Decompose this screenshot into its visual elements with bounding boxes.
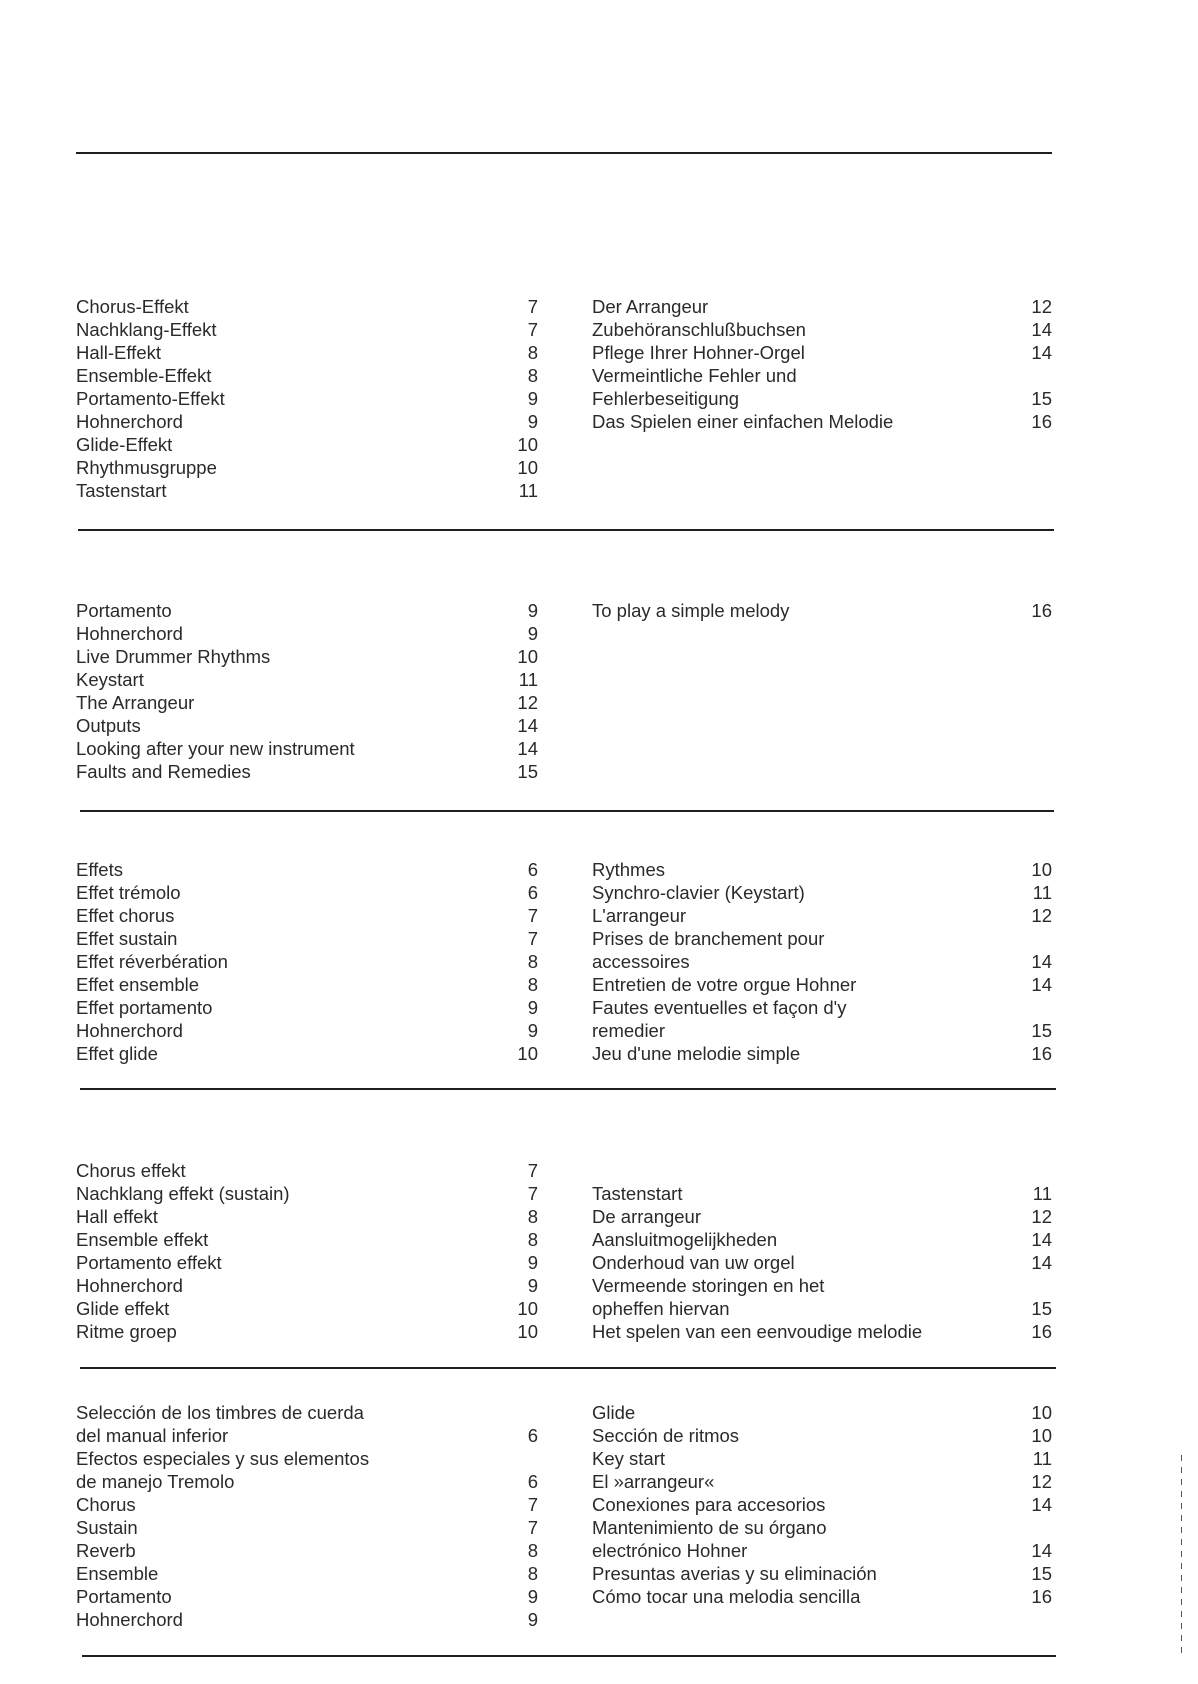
entry-title: Entretien de votre orgue Hohner [592, 974, 857, 995]
toc-entry [76, 714, 536, 737]
entry-page: 9 [527, 411, 538, 432]
toc-entry [76, 1493, 536, 1516]
toc-entry [76, 1228, 536, 1251]
entry-page: 14 [1031, 974, 1052, 995]
toc-entry [76, 973, 536, 996]
toc-entry [76, 996, 536, 1019]
entry-title: opheffen hiervan [592, 1298, 730, 1319]
entry-page: 15 [1031, 1563, 1052, 1584]
toc-entry [76, 1424, 536, 1447]
entry-title: Onderhoud van uw orgel [592, 1252, 795, 1273]
entry-title: Sección de ritmos [592, 1425, 740, 1446]
entry-page: 7 [527, 1517, 538, 1538]
toc-entry [76, 1539, 536, 1562]
entry-title: Aansluitmogelijkheden [592, 1229, 778, 1250]
entry-title: Nachklang-Effekt [76, 319, 217, 340]
entry-title: Reverb [76, 1540, 136, 1561]
toc-column-right [592, 599, 1052, 622]
entry-page: 9 [527, 1020, 538, 1041]
entry-page: 11 [1032, 1183, 1052, 1204]
divider-rule-3 [80, 1088, 1056, 1090]
entry-title: Portamento [76, 1586, 172, 1607]
entry-page: 14 [1031, 1252, 1052, 1273]
toc-entry [592, 1274, 1052, 1297]
toc-entry [76, 645, 536, 668]
entry-page: 8 [527, 1206, 538, 1227]
toc-entry [76, 479, 536, 502]
toc-entry [592, 1019, 1052, 1042]
toc-column-left [76, 295, 536, 502]
entry-title: Pflege Ihrer Hohner-Orgel [592, 342, 805, 363]
entry-title: Selección de los timbres de cuerda [76, 1402, 364, 1423]
entry-page: 11 [1032, 1448, 1052, 1469]
toc-entry [592, 1424, 1052, 1447]
toc-column-right [592, 858, 1052, 1065]
entry-title: Hohnerchord [76, 1275, 183, 1296]
toc-entry [592, 599, 1052, 622]
entry-page: 10 [517, 457, 538, 478]
toc-entry [592, 904, 1052, 927]
entry-title: To play a simple melody [592, 600, 790, 621]
entry-page: 6 [527, 1425, 538, 1446]
entry-title: Rhythmusgruppe [76, 457, 217, 478]
entry-title: Hohnerchord [76, 623, 183, 644]
toc-entry [76, 1019, 536, 1042]
toc-entry [76, 1159, 536, 1182]
toc-entry [76, 622, 536, 645]
toc-entry [76, 668, 536, 691]
entry-page: 9 [527, 1609, 538, 1630]
toc-entry [592, 410, 1052, 433]
entry-title: accessoires [592, 951, 690, 972]
entry-title: Hall effekt [76, 1206, 158, 1227]
entry-page: 9 [527, 600, 538, 621]
toc-entry [76, 295, 536, 318]
entry-page: 11 [518, 669, 538, 690]
entry-page: 7 [527, 319, 538, 340]
entry-page: 14 [1031, 951, 1052, 972]
entry-title: Hohnerchord [76, 1020, 183, 1041]
toc-entry [76, 881, 536, 904]
entry-page: 7 [527, 1494, 538, 1515]
entry-title: Chorus effekt [76, 1160, 186, 1181]
toc-entry [592, 1493, 1052, 1516]
toc-entry [76, 858, 536, 881]
divider-rule-2 [80, 810, 1054, 812]
toc-entry [76, 387, 536, 410]
entry-page: 12 [517, 692, 538, 713]
toc-entry [592, 1320, 1052, 1343]
entry-title: Vermeintliche Fehler und [592, 365, 797, 386]
entry-page: 16 [1031, 1586, 1052, 1607]
toc-entry [76, 1251, 536, 1274]
entry-title: Tastenstart [592, 1183, 683, 1204]
toc-entry [76, 737, 536, 760]
toc-entry [592, 996, 1052, 1019]
entry-title: remedier [592, 1020, 665, 1041]
toc-entry [592, 1470, 1052, 1493]
entry-page: 9 [527, 623, 538, 644]
entry-title: Nachklang effekt (sustain) [76, 1183, 290, 1204]
entry-page: 16 [1031, 600, 1052, 621]
entry-page: 14 [517, 738, 538, 759]
entry-title: Hohnerchord [76, 1609, 183, 1630]
toc-entry [76, 1608, 536, 1631]
entry-title: del manual inferior [76, 1425, 229, 1446]
entry-title: Chorus [76, 1494, 136, 1515]
entry-title: Outputs [76, 715, 141, 736]
entry-page: 7 [527, 1160, 538, 1181]
entry-title: Ensemble-Effekt [76, 365, 212, 386]
toc-entry [76, 1042, 536, 1065]
entry-title: Efectos especiales y sus elementos [76, 1448, 370, 1469]
entry-page: 16 [1031, 411, 1052, 432]
entry-title: Live Drummer Rhythms [76, 646, 271, 667]
toc-entry [592, 295, 1052, 318]
toc-entry [76, 1447, 536, 1470]
toc-entry [76, 318, 536, 341]
divider-rule-1 [78, 529, 1054, 531]
entry-page: 11 [518, 480, 538, 501]
entry-title: Faults and Remedies [76, 761, 251, 782]
entry-title: Zubehöranschlußbuchsen [592, 319, 806, 340]
toc-entry [76, 456, 536, 479]
toc-entry [76, 1182, 536, 1205]
entry-page: 8 [527, 1229, 538, 1250]
entry-title: Der Arrangeur [592, 296, 709, 317]
entry-title: Tastenstart [76, 480, 167, 501]
entry-title: Das Spielen einer einfachen Melodie [592, 411, 894, 432]
entry-page: 11 [1032, 882, 1052, 903]
toc-entry [592, 1539, 1052, 1562]
page-edge-mark [1181, 1455, 1182, 1655]
entry-page: 7 [527, 296, 538, 317]
entry-title: Het spelen van een eenvoudige melodie [592, 1321, 923, 1342]
entry-page: 9 [527, 388, 538, 409]
divider-rule-4 [80, 1367, 1056, 1369]
entry-page: 14 [517, 715, 538, 736]
entry-title: Effet réverbération [76, 951, 228, 972]
entry-title: Hohnerchord [76, 411, 183, 432]
toc-entry [76, 1274, 536, 1297]
entry-title: Glide [592, 1402, 636, 1423]
entry-title: Glide-Effekt [76, 434, 173, 455]
entry-page: 15 [1031, 1298, 1052, 1319]
entry-page: 14 [1031, 319, 1052, 340]
entry-page: 14 [1031, 342, 1052, 363]
toc-column-left [76, 1401, 536, 1631]
entry-title: electrónico Hohner [592, 1540, 748, 1561]
entry-title: Ritme groep [76, 1321, 177, 1342]
entry-title: L'arrangeur [592, 905, 687, 926]
entry-title: de manejo Tremolo [76, 1471, 235, 1492]
entry-page: 9 [527, 1586, 538, 1607]
toc-entry [76, 1320, 536, 1343]
entry-page: 7 [527, 1183, 538, 1204]
entry-page: 15 [517, 761, 538, 782]
toc-column-right [592, 1401, 1052, 1608]
toc-entry [592, 1251, 1052, 1274]
entry-page: 10 [1031, 1402, 1052, 1423]
entry-title: Looking after your new instrument [76, 738, 355, 759]
entry-page: 8 [527, 342, 538, 363]
toc-column-left [76, 1159, 536, 1343]
toc-entry [76, 599, 536, 622]
entry-page: 10 [517, 646, 538, 667]
entry-page: 8 [527, 1540, 538, 1561]
toc-entry [76, 364, 536, 387]
entry-title: Effet chorus [76, 905, 175, 926]
entry-page: 14 [1031, 1229, 1052, 1250]
entry-page: 10 [517, 1298, 538, 1319]
entry-title: Ensemble effekt [76, 1229, 209, 1250]
entry-title: The Arrangeur [76, 692, 195, 713]
entry-title: Sustain [76, 1517, 138, 1538]
entry-title: Portamento effekt [76, 1252, 222, 1273]
toc-entry [76, 691, 536, 714]
toc-entry [76, 927, 536, 950]
entry-page: 15 [1031, 388, 1052, 409]
toc-entry [592, 387, 1052, 410]
entry-page: 10 [517, 1321, 538, 1342]
top-rule [76, 152, 1052, 154]
entry-title: Ensemble [76, 1563, 159, 1584]
entry-page: 12 [1031, 1206, 1052, 1227]
entry-title: Hall-Effekt [76, 342, 161, 363]
entry-page: 14 [1031, 1494, 1052, 1515]
entry-page: 10 [517, 434, 538, 455]
entry-title: Effet glide [76, 1043, 158, 1064]
entry-page: 10 [517, 1043, 538, 1064]
toc-entry [592, 973, 1052, 996]
entry-title: Effet ensemble [76, 974, 200, 995]
toc-entry [592, 1205, 1052, 1228]
toc-column-right [592, 1182, 1052, 1343]
toc-entry [76, 1401, 536, 1424]
entry-title: Prises de branchement pour [592, 928, 825, 949]
entry-title: Fehlerbeseitigung [592, 388, 740, 409]
entry-title: De arrangeur [592, 1206, 702, 1227]
entry-title: El »arrangeur« [592, 1471, 715, 1492]
entry-title: Effet portamento [76, 997, 213, 1018]
toc-entry [592, 858, 1052, 881]
toc-entry [592, 1297, 1052, 1320]
toc-entry [76, 1516, 536, 1539]
toc-entry [592, 1447, 1052, 1470]
entry-title: Rythmes [592, 859, 665, 880]
entry-page: 6 [527, 1471, 538, 1492]
toc-entry [76, 341, 536, 364]
toc-entry [76, 950, 536, 973]
entry-title: Keystart [76, 669, 144, 690]
entry-title: Effets [76, 859, 123, 880]
toc-entry [592, 881, 1052, 904]
entry-title: Fautes eventuelles et façon d'y [592, 997, 847, 1018]
toc-entry [592, 1585, 1052, 1608]
toc-entry [76, 1297, 536, 1320]
entry-title: Chorus-Effekt [76, 296, 189, 317]
entry-page: 9 [527, 1275, 538, 1296]
entry-title: Portamento [76, 600, 172, 621]
toc-entry [592, 1562, 1052, 1585]
toc-entry [76, 1470, 536, 1493]
toc-entry [76, 760, 536, 783]
entry-title: Key start [592, 1448, 665, 1469]
toc-entry [592, 341, 1052, 364]
entry-title: Vermeende storingen en het [592, 1275, 825, 1296]
entry-page: 8 [527, 365, 538, 386]
entry-page: 12 [1031, 296, 1052, 317]
toc-column-left [76, 858, 536, 1065]
toc-entry [592, 364, 1052, 387]
entry-page: 16 [1031, 1321, 1052, 1342]
entry-page: 10 [1031, 859, 1052, 880]
entry-page: 8 [527, 1563, 538, 1584]
entry-title: Jeu d'une melodie simple [592, 1043, 801, 1064]
toc-entry [592, 1401, 1052, 1424]
entry-page: 7 [527, 905, 538, 926]
toc-entry [592, 950, 1052, 973]
toc-entry [592, 1228, 1052, 1251]
toc-entry [76, 1205, 536, 1228]
entry-title: Glide effekt [76, 1298, 170, 1319]
entry-title: Effet trémolo [76, 882, 181, 903]
toc-column-left [76, 599, 536, 783]
toc-entry [592, 1182, 1052, 1205]
entry-title: Effet sustain [76, 928, 178, 949]
toc-entry [592, 927, 1052, 950]
entry-title: Cómo tocar una melodia sencilla [592, 1586, 861, 1607]
entry-page: 12 [1031, 905, 1052, 926]
entry-page: 12 [1031, 1471, 1052, 1492]
toc-entry [592, 1042, 1052, 1065]
toc-entry [76, 904, 536, 927]
entry-page: 16 [1031, 1043, 1052, 1064]
entry-page: 9 [527, 997, 538, 1018]
entry-page: 15 [1031, 1020, 1052, 1041]
entry-page: 8 [527, 951, 538, 972]
toc-entry [76, 1562, 536, 1585]
entry-page: 9 [527, 1252, 538, 1273]
entry-page: 8 [527, 974, 538, 995]
toc-entry [592, 1516, 1052, 1539]
toc-entry [76, 410, 536, 433]
bottom-rule [82, 1655, 1056, 1657]
entry-title: Portamento-Effekt [76, 388, 225, 409]
entry-page: 6 [527, 882, 538, 903]
entry-page: 10 [1031, 1425, 1052, 1446]
toc-entry [76, 1585, 536, 1608]
entry-page: 6 [527, 859, 538, 880]
entry-page: 14 [1031, 1540, 1052, 1561]
entry-title: Synchro-clavier (Keystart) [592, 882, 805, 903]
toc-column-right [592, 295, 1052, 433]
toc-entry [592, 318, 1052, 341]
entry-title: Conexiones para accesorios [592, 1494, 826, 1515]
entry-title: Mantenimiento de su órgano [592, 1517, 827, 1538]
entry-page: 7 [527, 928, 538, 949]
entry-title: Presuntas averias y su eliminación [592, 1563, 877, 1584]
toc-entry [76, 433, 536, 456]
